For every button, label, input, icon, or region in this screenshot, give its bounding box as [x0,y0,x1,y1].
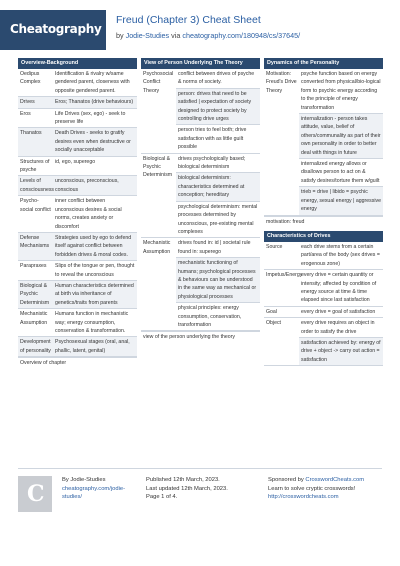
byline: by Jodie-Studies via cheatography.com/180948/cs/37645/ [116,31,301,40]
footer-author-name: Jodie-Studies [70,477,106,483]
avatar-letter: C [27,481,45,507]
row-term: Levels of consciousness [20,178,55,193]
group-items [299,307,383,317]
updated-date: Last updated 12th March, 2023. [146,485,228,492]
list-item: trieb = drive | libido = psychic energy, sexual energy | aggressive energy [299,187,383,214]
row-description: Death Drives - seeks to gratify desires even when destructive or socially unacceptable [55,130,131,154]
group-items [176,69,260,153]
section-heading: Dynamics of the Personality [264,58,383,69]
row-term: Psycho-social conflict [20,198,51,213]
overview-section [18,58,137,369]
group-row [141,238,260,331]
list-item: physical principles: energy consumption, conservation, transformation [178,305,242,328]
group-row [264,318,383,366]
footer-divider [18,468,382,469]
group-term: Goal [266,308,277,315]
group-term: Biological & Psychic Determinism [143,155,173,179]
list-item: every drive = goal of satisfaction [301,308,376,315]
group-row [264,242,383,270]
group-items [299,318,383,365]
list-item: person tries to feel both; drive satisfaction with as little guilt possible [178,127,247,151]
row-description: Human characteristics determined at birth via inheritance of genetics/traits from parents [55,282,134,306]
page-footer [0,468,400,528]
author-link[interactable]: Jodie-Studies [125,31,170,40]
group-term: Psychosocial Conflict Theory [143,71,174,94]
table-row [18,176,137,196]
group-items [176,154,260,238]
list-item: internalization - person takes attitude, value, belief of others/communality as part of their own personality in order to better deal with things in future [299,114,383,159]
list-item: person: drives that need to be satisfied | expectation of society designed to protect society by controlling drive urges [176,89,260,126]
group-term: Impetus/Energy [266,272,303,279]
sponsor-url-link[interactable]: http://crosswordcheats.com [268,494,339,501]
list-item: each drive stems from a certain part/area of the body (sex drives = erogenous zone) [301,243,380,267]
row-term: Drives [20,99,35,106]
section-heading: View of Person Underlying The Theory [141,58,260,69]
avatar[interactable] [18,476,52,512]
table-row [18,261,137,281]
section-heading: Overview-Background [18,58,137,69]
table-row [18,97,137,108]
row-description: Life Drives (sex, ego) - seek to preserve life [55,110,126,126]
publish-info [146,476,228,502]
group-row [264,270,383,307]
group-row [264,69,383,216]
row-term: Thanatos [20,130,42,137]
row-description: Strategies used by ego to defend itself against conflict between forbidden drives & moral codes. [55,234,132,258]
list-item: conflict between drives of psyche & norms of society. [176,69,260,89]
row-description: Slips of the tongue or pen, thought to reveal the unconscious [55,263,135,278]
row-term: Structures of psyche [20,158,50,174]
section-footer: motivation: freud [264,216,383,227]
section-heading: Characteristics of Drives [264,231,383,242]
group-row [264,307,383,318]
row-term: Oedipus Complex [20,71,41,86]
row-term: Biological & Psychic Determinism [20,282,50,306]
author-info: By Jodie-Studies cheatography.com/jodie-studies/ [62,476,134,502]
row-description: Identification & rivalry w/same gendered parent, closeness with opposite gendered parent. [55,71,130,94]
group-row [141,69,260,154]
table-row [18,309,137,337]
author-profile-link[interactable]: cheatography.com/jodie-studies/ [62,485,126,501]
list-item: mechanistic functioning of humans; psychological processes & behaviours can be understood in the same way as mechanical or physiological processes [176,258,260,303]
list-item: satisfaction achieved by: energy of drive + object -> carry out action = satisfaction [299,338,383,365]
row-description: Psychosexual stages (oral, anal, phallic, latent, genital) [55,339,130,354]
list-item: psychological determinism: mental processes determined by unconscious, pre-existing mental complexes [178,203,258,235]
page-number: Page 1 of 4. [146,494,178,501]
sponsor-link[interactable]: CrosswordCheats.com [305,477,365,483]
group-term: Mechanistic Assumption [143,240,171,255]
page-title: Freud (Chapter 3) Cheat Sheet [116,14,261,26]
row-term: Parapraxes [20,263,47,270]
list-item: drives psychologically based; biological determinism [176,154,260,174]
published-date: Published 12th March, 2023. [146,477,220,483]
list-item: every drive requires an object in order to satisfy the drive [299,318,383,338]
list-item: drives found in: id | societal rule found in: superego [176,238,260,258]
table-row [18,196,137,233]
group-items [299,69,383,215]
table-row [18,281,137,309]
row-term: Mechanistic Assumption [20,311,48,326]
table-row [18,69,137,97]
list-item: biological determinism: characteristics determined at conception; hereditary [176,173,260,201]
sheet-url-link[interactable]: cheatography.com/180948/cs/37645/ [182,31,301,40]
table-row [18,233,137,261]
sponsor-text: Learn to solve cryptic crosswords! [268,485,356,492]
group-term: Object [266,320,281,327]
row-description: Eros; Thanatos (drive behaviours) [55,99,134,106]
group-items [176,238,260,330]
row-description: Humans function in mechanistic way; energy consumption, conservation & transformation. [55,311,129,334]
list-item: internalized energy allows or disallows person to act on & satisfy desires/torture them w/guilt [299,159,383,187]
dynamics-section [264,58,383,366]
group-term: Source [266,243,283,250]
table-row [18,109,137,129]
row-description: inner conflict between unconscious desires & social norms, creates anxiety or discomfort [55,198,122,230]
table-row [18,157,137,177]
cheatography-logo[interactable] [0,10,106,50]
row-description: id, ego, superego [55,158,96,165]
page-header [0,0,400,54]
section-footer: Overview of chapter [18,357,137,368]
group-items [299,242,383,269]
group-items [299,270,383,306]
table-row [18,128,137,156]
row-term: Eros [20,110,31,117]
section-footer: view of the person underlying the theory [141,331,260,342]
group-term: Motivation: Freud's Drive Theory [266,71,297,94]
row-term: Development of personality [20,339,51,354]
view-of-person-section [141,58,260,343]
sponsor-info: Sponsored by CrosswordCheats.com Learn to solve cryptic crosswords! http://crosswordcheats.com [268,477,365,501]
table-row [18,337,137,357]
row-description: unconscious, preconscious, conscious [55,178,119,193]
group-row [141,154,260,239]
list-item: psyche function based on energy converted from physical/bio-logical form to psychic energy according to the principle of energy transformation [299,69,383,114]
row-term: Defense Mechanisms [20,234,50,250]
list-item: every drive = certain quantity or intensity; affected by condition of energy source at time & time elapsed since last satisfaction [301,272,377,304]
logo-text: Cheatography [10,22,102,36]
